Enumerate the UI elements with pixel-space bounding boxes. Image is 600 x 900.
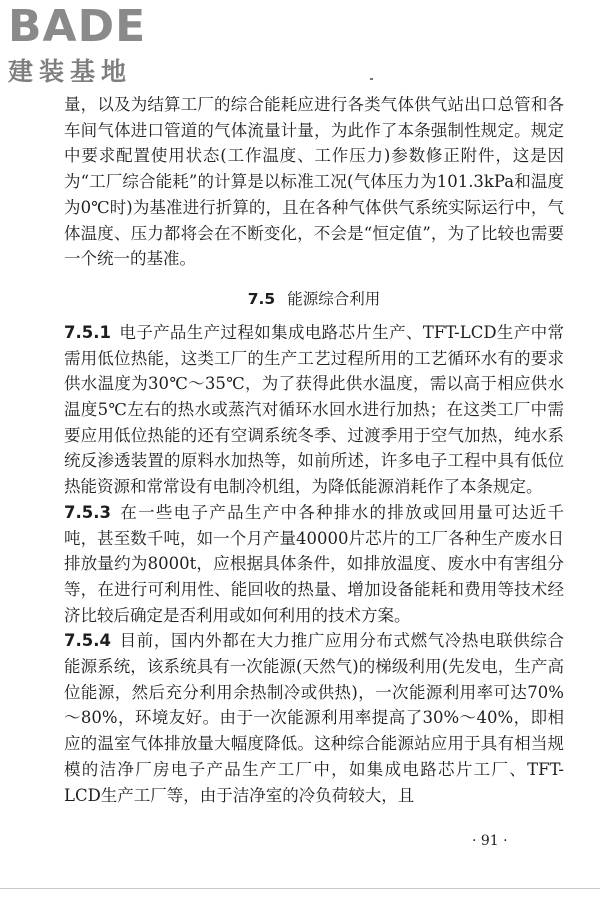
section-title: 能源综合利用	[287, 289, 381, 308]
scan-dot	[370, 78, 373, 80]
clause-text: 电子产品生产过程如集成电路芯片生产、TFT-LCD生产中常需用低位热能，这类工厂的生产工艺过程所用的工艺循环水有的要求供水温度为30℃～35℃，为了获得此供水温度，需以高于相应供水温度5℃左右的热水或蒸汽对循环水回水进行加热；在这类工厂中需要应用低位热能的还有空调系统冬季、过渡季用于空气加热，纯水系统反渗透装置的原料水加热等，如前所述，许多电子工程中具有低位热能资源和常常设有电制冷机组，为降低能源消耗作了本条规定。	[64, 322, 564, 497]
clause-7-5-1	[64, 320, 564, 500]
clause-text: 在一些电子产品生产中各种排水的排放或回用量可达近千吨，甚至数千吨，如一个月产量40000片芯片的工厂各种生产废水日排放量约为8000t，应根据具体条件，如排放温度、废水中有害组分等，在进行可利用性、能回收的热量、增加设备能耗和费用等技术经济比较后确定是否利用或如何利用的技术方案。	[64, 502, 564, 625]
logo-wordmark: BADE	[8, 1, 147, 52]
clause-number: 7.5.3	[64, 502, 111, 522]
clause-number: 7.5.4	[64, 631, 111, 651]
logo	[8, 1, 178, 90]
logo-subtitle: 建装基地	[8, 57, 133, 86]
clause-number: 7.5.1	[64, 322, 111, 342]
clause-7-5-3	[64, 500, 564, 629]
clause-text: 目前，国内外都在大力推广应用分布式燃气冷热电联供综合能源系统，该系统具有一次能源(天然气)的梯级利用(先发电，生产高位能源，然后充分利用余热制冷或供热)，一次能源利用率可达70%～80%，环境友好。由于一次能源利用率提高了30%～40%，即相应的温室气体排放量大幅度降低。这种综合能源站应用于具有相当规模的洁净厂房电子产品生产工厂中，如集成电路芯片工厂、TFT-LCD生产工厂等，由于洁净室的冷负荷较大，且	[64, 631, 564, 805]
page-content	[64, 92, 564, 808]
section-number: 7.5	[247, 289, 276, 308]
page-number: · 91 ·	[472, 833, 508, 849]
bottom-divider	[0, 888, 600, 889]
clause-7-5-4	[64, 628, 564, 808]
intro-paragraph: 量，以及为结算工厂的综合能耗应进行各类气体供气站出口总管和各车间气体进口管道的气体流量计量，为此作了本条强制性规定。规定中要求配置使用状态(工作温度、工作压力)参数修正附件，这是因为“工厂综合能耗”的计算是以标准工况(气体压力为101.3kPa和温度为0℃时)为基准进行折算的，且在各种气体供气系统实际运行中，气体温度、压力都将会在不断变化，不会是“恒定值”，为了比较也需要一个统一的基准。	[64, 95, 564, 269]
section-heading	[64, 288, 564, 310]
